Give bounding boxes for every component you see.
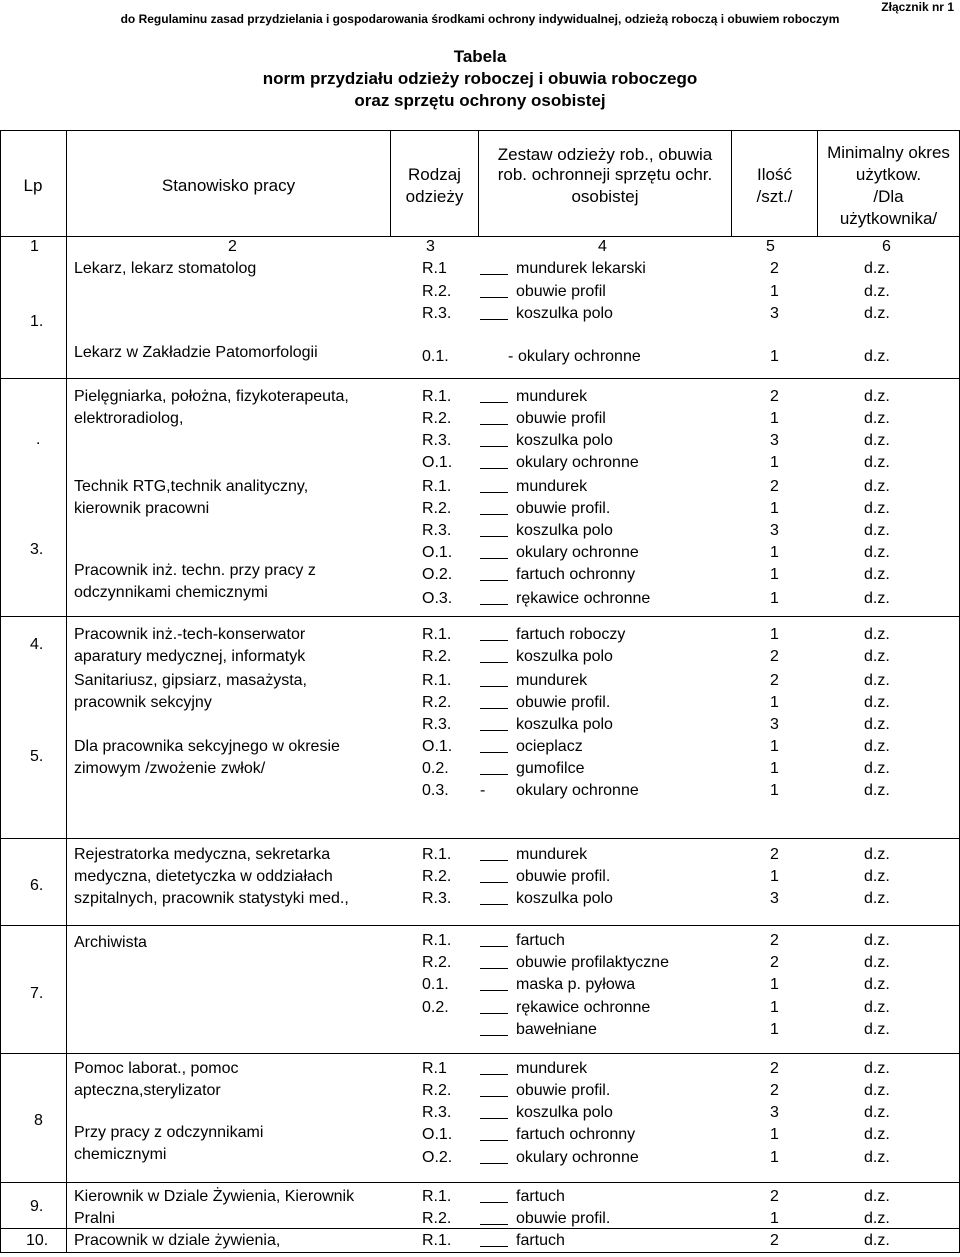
- item-qty: 2: [770, 846, 779, 863]
- item-dash: [480, 1163, 508, 1164]
- position-label: Przy pracy z odczynnikami: [74, 1124, 264, 1141]
- header-rodzaj-line-2: odzieży: [405, 187, 464, 206]
- column-number: 2: [228, 238, 237, 255]
- header-okres-line-1: Minimalny okres: [827, 143, 950, 162]
- item-period: d.z.: [864, 890, 890, 907]
- lp-number: .: [36, 431, 41, 448]
- item-code: O.1.: [422, 1126, 453, 1143]
- item-dash: [480, 882, 508, 883]
- item-name: obuwie profil.: [516, 868, 611, 885]
- position-label: Pielęgniarka, położna, fizykoterapeuta,: [74, 388, 349, 405]
- item-code: 0.1.: [422, 348, 449, 365]
- position-label: Pracownik inż.-tech-konserwator: [74, 626, 306, 643]
- item-code: O.3.: [422, 590, 453, 607]
- lp-number: 5.: [30, 748, 44, 765]
- position-label: Sanitariusz, gipsiarz, masażysta,: [74, 672, 307, 689]
- item-code: R.3.: [422, 890, 452, 907]
- item-qty: 2: [770, 1188, 779, 1205]
- position-label: Lekarz, lekarz stomatolog: [74, 260, 257, 277]
- lp-number: 10.: [26, 1232, 49, 1249]
- item-qty: 1: [770, 544, 779, 561]
- item-period: d.z.: [864, 760, 890, 777]
- column-number: 6: [882, 238, 891, 255]
- position-label: Pracownik inż. techn. przy pracy z: [74, 562, 316, 579]
- item-dash: [480, 402, 508, 403]
- item-period: d.z.: [864, 1188, 890, 1205]
- item-period: d.z.: [864, 868, 890, 885]
- header-zestaw-line-3: osobistej: [571, 187, 639, 206]
- item-qty: 1: [770, 976, 779, 993]
- item-name: koszulka polo: [516, 432, 613, 449]
- header-stanowisko: Stanowisko pracy: [161, 176, 296, 195]
- item-dash: [480, 297, 508, 298]
- item-dash: [480, 730, 508, 731]
- column-divider: [66, 130, 67, 1253]
- item-period: d.z.: [864, 432, 890, 449]
- item-qty: 3: [770, 890, 779, 907]
- item-code: R.1.: [422, 478, 452, 495]
- position-label: Kierownik w Dziale Żywienia, Kierownik: [74, 1188, 355, 1205]
- item-name: ocieplacz: [516, 738, 583, 755]
- attachment-line-1: Złącznik nr 1: [881, 0, 954, 14]
- item-code: R.2.: [422, 868, 452, 885]
- item-code: R.3.: [422, 1104, 452, 1121]
- item-period: d.z.: [864, 1210, 890, 1227]
- item-dash: [480, 774, 508, 775]
- item-period: d.z.: [864, 1126, 890, 1143]
- item-period: d.z.: [864, 626, 890, 643]
- item-dash: -: [508, 348, 514, 365]
- item-qty: 1: [770, 1021, 779, 1038]
- item-period: d.z.: [864, 500, 890, 517]
- item-name: fartuch: [516, 1188, 565, 1205]
- item-code: R.1: [422, 1060, 447, 1077]
- item-code: R.1.: [422, 1188, 452, 1205]
- row-separator: [0, 1182, 960, 1183]
- table-border-bottom: [0, 1252, 960, 1253]
- item-name: koszulka polo: [516, 890, 613, 907]
- header-ilosc-line-2: /szt./: [756, 187, 793, 206]
- item-qty: 1: [770, 590, 779, 607]
- item-qty: 2: [770, 388, 779, 405]
- item-period: d.z.: [864, 648, 890, 665]
- item-qty: 1: [770, 868, 779, 885]
- item-period: d.z.: [864, 260, 890, 277]
- item-code: R.3.: [422, 432, 452, 449]
- item-code: R.2.: [422, 954, 452, 971]
- item-name: mundurek lekarski: [516, 260, 646, 277]
- item-code: R.2.: [422, 648, 452, 665]
- lp-number: 4.: [30, 636, 44, 653]
- item-dash: [480, 708, 508, 709]
- item-name: fartuch ochronny: [516, 566, 636, 583]
- item-dash: [480, 1096, 508, 1097]
- item-qty: 1: [770, 410, 779, 427]
- item-code: R.1: [422, 260, 447, 277]
- item-dash: [480, 580, 508, 581]
- item-code: R.1.: [422, 672, 452, 689]
- item-name: fartuch: [516, 1232, 565, 1249]
- item-code: R.2.: [422, 283, 452, 300]
- item-period: d.z.: [864, 1082, 890, 1099]
- item-dash: [480, 686, 508, 687]
- item-qty: 1: [770, 1210, 779, 1227]
- item-dash: [480, 968, 508, 969]
- lp-number: 3.: [30, 541, 44, 558]
- position-label: medyczna, dietetyczka w oddziałach: [74, 868, 333, 885]
- item-name: rękawice ochronne: [516, 999, 651, 1016]
- item-period: d.z.: [864, 522, 890, 539]
- item-name: okulary ochronne: [516, 782, 639, 799]
- item-dash: [480, 492, 508, 493]
- title-line-3: oraz sprzętu ochrony osobistej: [354, 91, 606, 110]
- item-qty: 3: [770, 1104, 779, 1121]
- column-divider: [0, 130, 1, 1253]
- position-label: apteczna,sterylizator: [74, 1082, 221, 1099]
- header-okres-line-3: /Dla: [873, 187, 904, 206]
- item-dash: [480, 424, 508, 425]
- item-name: obuwie profilaktyczne: [516, 954, 669, 971]
- item-period: d.z.: [864, 566, 890, 583]
- item-name: koszulka polo: [516, 1104, 613, 1121]
- item-name: fartuch roboczy: [516, 626, 626, 643]
- item-name: mundurek: [516, 478, 588, 495]
- item-name: mundurek: [516, 672, 588, 689]
- item-dash: [480, 558, 508, 559]
- position-label: Dla pracownika sekcyjnego w okresie: [74, 738, 340, 755]
- item-qty: 1: [770, 454, 779, 471]
- item-dash: [480, 1118, 508, 1119]
- item-qty: 3: [770, 305, 779, 322]
- item-period: d.z.: [864, 388, 890, 405]
- item-qty: 3: [770, 716, 779, 733]
- position-label: aparatury medycznej, informatyk: [74, 648, 306, 665]
- lp-number: 1.: [30, 313, 44, 330]
- item-dash: [480, 1013, 508, 1014]
- item-qty: 2: [770, 1082, 779, 1099]
- item-dash: [480, 1246, 508, 1247]
- item-period: d.z.: [864, 694, 890, 711]
- item-code: R.1.: [422, 388, 452, 405]
- row-separator: [0, 378, 960, 379]
- item-dash: [480, 514, 508, 515]
- header-lp: Lp: [23, 176, 43, 195]
- item-qty: 1: [770, 500, 779, 517]
- position-label: Pralni: [74, 1210, 115, 1227]
- item-code: R.1.: [422, 932, 452, 949]
- item-name: koszulka polo: [516, 522, 613, 539]
- item-code: R.3.: [422, 522, 452, 539]
- position-label: Pomoc laborat., pomoc: [74, 1060, 239, 1077]
- row-separator: [0, 925, 960, 926]
- row-separator: [0, 616, 960, 617]
- row-separator: [0, 1228, 960, 1229]
- item-qty: 1: [770, 999, 779, 1016]
- item-code: R.2.: [422, 500, 452, 517]
- item-name: obuwie profil.: [516, 1082, 611, 1099]
- item-period: d.z.: [864, 1104, 890, 1121]
- item-qty: 1: [770, 566, 779, 583]
- header-zestaw-line-2: rob. ochronneji sprzętu ochr.: [497, 165, 713, 184]
- item-qty: 2: [770, 478, 779, 495]
- item-dash: [480, 640, 508, 641]
- item-dash: [480, 1224, 508, 1225]
- item-qty: 3: [770, 522, 779, 539]
- position-label: odczynnikami chemicznymi: [74, 584, 268, 601]
- item-dash: [480, 319, 508, 320]
- position-label: pracownik sekcyjny: [74, 694, 212, 711]
- item-qty: 1: [770, 348, 779, 365]
- item-name: fartuch ochronny: [516, 1126, 636, 1143]
- position-label: szpitalnych, pracownik statystyki med.,: [74, 890, 349, 907]
- header-ilosc-line-1: Ilość: [757, 165, 792, 184]
- item-period: d.z.: [864, 544, 890, 561]
- item-period: d.z.: [864, 672, 890, 689]
- item-dash: [480, 1035, 508, 1036]
- item-name: obuwie profil: [516, 283, 606, 300]
- item-code: R.2.: [422, 1210, 452, 1227]
- item-name: mundurek: [516, 846, 588, 863]
- item-period: d.z.: [864, 478, 890, 495]
- item-period: d.z.: [864, 410, 890, 427]
- item-period: d.z.: [864, 1149, 890, 1166]
- item-dash: [480, 536, 508, 537]
- item-code: O.2.: [422, 566, 453, 583]
- attachment-line-2: do Regulaminu zasad przydzielania i gospodarowania środkami ochrony indywidualnej, odzieżą roboczą i obuwiem roboczym: [120, 12, 840, 26]
- position-label: elektroradiolog,: [74, 410, 184, 427]
- item-code: R.2.: [422, 410, 452, 427]
- item-name: obuwie profil: [516, 410, 606, 427]
- item-dash: [480, 446, 508, 447]
- item-dash: [480, 604, 508, 605]
- item-name: mundurek: [516, 388, 588, 405]
- position-label: Lekarz w Zakładzie Patomorfologii: [74, 344, 318, 361]
- header-separator: [0, 236, 960, 237]
- item-name: obuwie profil.: [516, 1210, 611, 1227]
- lp-number: 8: [34, 1112, 43, 1129]
- position-label: zimowym /zwożenie zwłok/: [74, 760, 266, 777]
- item-name: okulary ochronne: [516, 454, 639, 471]
- item-name: gumofilce: [516, 760, 585, 777]
- item-period: d.z.: [864, 305, 890, 322]
- item-period: d.z.: [864, 782, 890, 799]
- item-period: d.z.: [864, 738, 890, 755]
- lp-number: 7.: [30, 985, 44, 1002]
- item-qty: 2: [770, 1232, 779, 1249]
- lp-number: 9.: [30, 1198, 44, 1215]
- item-period: d.z.: [864, 1232, 890, 1249]
- item-code: O.1.: [422, 738, 453, 755]
- item-qty: 2: [770, 1060, 779, 1077]
- item-code: O.1.: [422, 454, 453, 471]
- row-separator: [0, 1053, 960, 1054]
- item-qty: 1: [770, 283, 779, 300]
- header-okres-line-2: użytkow.: [855, 165, 922, 184]
- item-dash: [480, 662, 508, 663]
- column-number: 1: [30, 238, 39, 255]
- item-qty: 2: [770, 954, 779, 971]
- row-separator: [0, 838, 960, 839]
- item-dash: [480, 946, 508, 947]
- item-code: 0.2.: [422, 999, 449, 1016]
- item-period: d.z.: [864, 1021, 890, 1038]
- item-name: okulary ochronne: [516, 544, 639, 561]
- item-qty: 2: [770, 932, 779, 949]
- item-period: d.z.: [864, 999, 890, 1016]
- item-period: d.z.: [864, 976, 890, 993]
- item-period: d.z.: [864, 1060, 890, 1077]
- item-code: O.1.: [422, 544, 453, 561]
- item-dash: [480, 468, 508, 469]
- item-dash: [480, 904, 508, 905]
- item-qty: 1: [770, 782, 779, 799]
- item-name: obuwie profil.: [516, 500, 611, 517]
- item-period: d.z.: [864, 348, 890, 365]
- column-number: 4: [598, 238, 607, 255]
- item-dash: [480, 752, 508, 753]
- header-okres-line-4: użytkownika/: [839, 209, 938, 228]
- position-label: Archiwista: [74, 934, 147, 951]
- item-period: d.z.: [864, 954, 890, 971]
- item-name: koszulka polo: [516, 305, 613, 322]
- item-code: R.2.: [422, 694, 452, 711]
- item-dash: [480, 1202, 508, 1203]
- item-period: d.z.: [864, 590, 890, 607]
- title-line-1: Tabela: [453, 47, 507, 66]
- item-name: okulary ochronne: [516, 1149, 639, 1166]
- item-name: maska p. pyłowa: [516, 976, 636, 993]
- item-code: O.2.: [422, 1149, 453, 1166]
- item-period: d.z.: [864, 283, 890, 300]
- item-qty: 3: [770, 432, 779, 449]
- item-qty: 2: [770, 260, 779, 277]
- item-qty: 2: [770, 648, 779, 665]
- item-code: R.1.: [422, 846, 452, 863]
- item-dash: [480, 990, 508, 991]
- item-name: okulary ochronne: [518, 348, 641, 365]
- position-label: Rejestratorka medyczna, sekretarka: [74, 846, 331, 863]
- item-qty: 1: [770, 760, 779, 777]
- position-label: Technik RTG,technik analityczny,: [74, 478, 309, 495]
- item-name: rękawice ochronne: [516, 590, 651, 607]
- header-rodzaj-line-1: Rodzaj: [408, 165, 461, 184]
- item-qty: 1: [770, 626, 779, 643]
- item-name: fartuch: [516, 932, 565, 949]
- item-name: koszulka polo: [516, 716, 613, 733]
- title-line-2: norm przydziału odzieży roboczej i obuwia roboczego: [262, 69, 698, 88]
- item-code: 0.1.: [422, 976, 449, 993]
- item-dash: [480, 1140, 508, 1141]
- item-name: bawełniane: [516, 1021, 597, 1038]
- item-name: koszulka polo: [516, 648, 613, 665]
- item-name: mundurek: [516, 1060, 588, 1077]
- position-label: kierownik pracowni: [74, 500, 210, 517]
- item-period: d.z.: [864, 846, 890, 863]
- item-dash: -: [480, 782, 486, 799]
- item-code: R.3.: [422, 716, 452, 733]
- item-qty: 1: [770, 1149, 779, 1166]
- item-dash: [480, 274, 508, 275]
- item-period: d.z.: [864, 932, 890, 949]
- item-period: d.z.: [864, 716, 890, 733]
- item-dash: [480, 1074, 508, 1075]
- item-code: R.1.: [422, 1232, 452, 1249]
- position-label: Pracownik w dziale żywienia,: [74, 1232, 281, 1249]
- item-code: R.2.: [422, 1082, 452, 1099]
- column-number: 5: [766, 238, 775, 255]
- item-code: 0.2.: [422, 760, 449, 777]
- item-period: d.z.: [864, 454, 890, 471]
- item-code: 0.3.: [422, 782, 449, 799]
- header-zestaw-line-1: Zestaw odzieży rob., obuwia: [497, 145, 713, 164]
- item-name: obuwie profil.: [516, 694, 611, 711]
- item-code: R.3.: [422, 305, 452, 322]
- item-qty: 1: [770, 738, 779, 755]
- item-dash: [480, 860, 508, 861]
- item-qty: 1: [770, 1126, 779, 1143]
- item-qty: 2: [770, 672, 779, 689]
- item-qty: 1: [770, 694, 779, 711]
- position-label: chemicznymi: [74, 1146, 167, 1163]
- table-border-top: [0, 130, 960, 131]
- column-number: 3: [426, 238, 435, 255]
- item-code: R.1.: [422, 626, 452, 643]
- lp-number: 6.: [30, 877, 44, 894]
